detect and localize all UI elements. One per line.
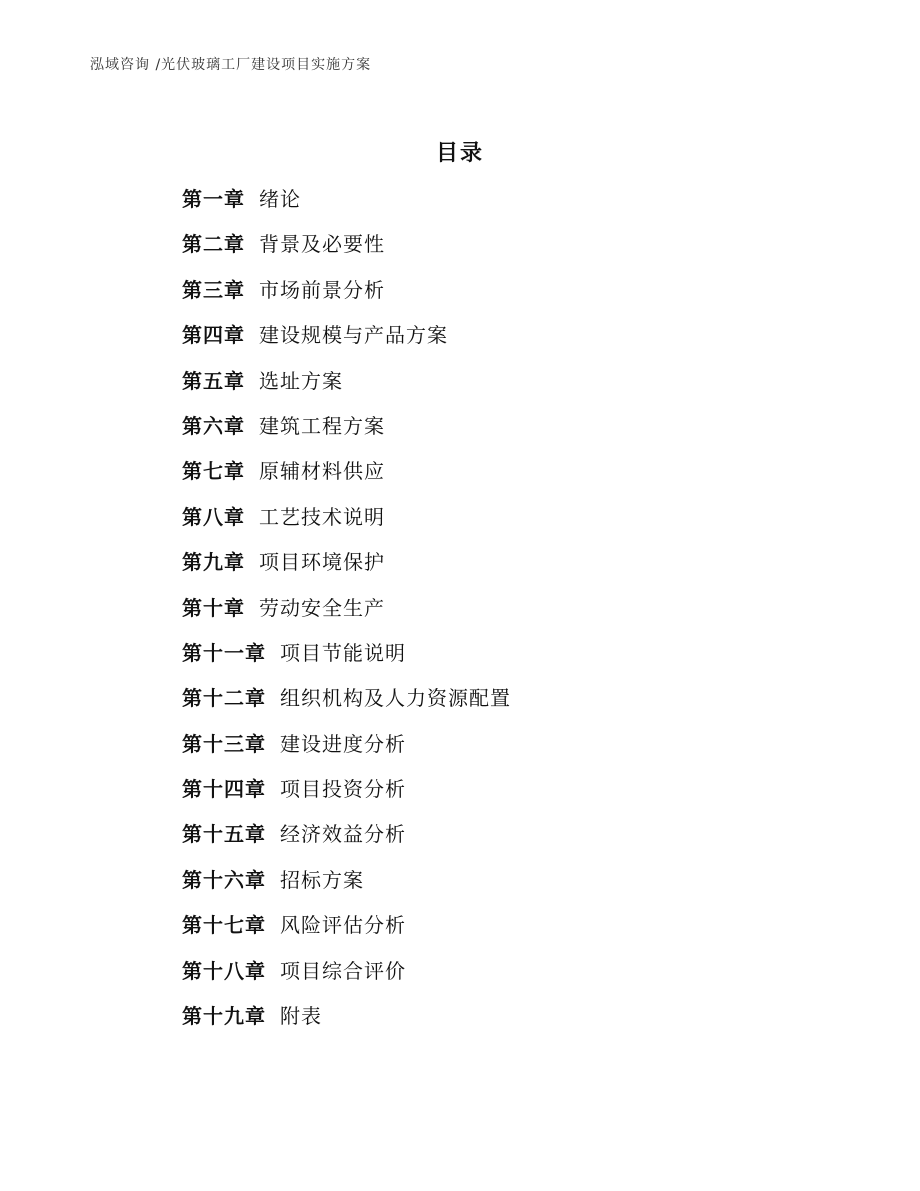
toc-chapter-number: 第八章 [182, 504, 245, 529]
toc-chapter-name: 招标方案 [280, 867, 364, 892]
toc-entry-11[interactable] [182, 638, 511, 683]
toc-chapter-number: 第四章 [182, 323, 245, 348]
toc-entry-8[interactable] [182, 502, 511, 547]
toc-chapter-number: 第十七章 [182, 913, 266, 938]
toc-chapter-name: 绪论 [259, 187, 301, 211]
toc-entry-15[interactable] [182, 819, 511, 864]
toc-chapter-number: 第十五章 [182, 822, 266, 847]
toc-chapter-name: 组织机构及人力资源配置 [280, 686, 511, 711]
toc-entry-3[interactable] [182, 275, 511, 320]
toc-chapter-name: 建设进度分析 [280, 731, 406, 756]
toc-chapter-number: 第七章 [182, 459, 245, 484]
toc-chapter-name: 市场前景分析 [259, 277, 385, 302]
toc-chapter-number: 第二章 [182, 232, 245, 257]
toc-entry-7[interactable] [182, 456, 511, 501]
toc-chapter-name: 建筑工程方案 [259, 413, 385, 438]
toc-chapter-number: 第十章 [182, 595, 245, 620]
toc-chapter-name: 建设规模与产品方案 [259, 323, 448, 348]
toc-chapter-number: 第十一章 [182, 640, 266, 665]
toc-chapter-name: 工艺技术说明 [259, 504, 385, 529]
toc-entry-19[interactable] [182, 1001, 511, 1046]
toc-entry-10[interactable] [182, 593, 511, 638]
toc-chapter-name: 附表 [280, 1004, 322, 1029]
toc-entry-16[interactable] [182, 865, 511, 910]
toc-entry-2[interactable] [182, 229, 511, 274]
page-title: 目录 [435, 141, 484, 166]
toc-chapter-name: 背景及必要性 [259, 232, 385, 257]
toc-chapter-name: 项目环境保护 [259, 550, 385, 575]
toc-chapter-name: 原辅材料供应 [259, 459, 385, 484]
toc-entry-17[interactable] [182, 910, 511, 955]
toc-chapter-number: 第十六章 [182, 867, 266, 892]
toc-chapter-number: 第三章 [182, 277, 245, 302]
toc-chapter-name: 经济效益分析 [280, 822, 406, 847]
toc-chapter-number: 第六章 [182, 413, 245, 438]
toc-chapter-name: 劳动安全生产 [259, 595, 385, 620]
toc-chapter-name: 项目综合评价 [280, 958, 406, 983]
toc-chapter-number: 第十八章 [182, 958, 266, 983]
toc-entry-5[interactable] [182, 366, 511, 411]
toc-entry-1[interactable] [182, 184, 511, 229]
toc-chapter-name: 风险评估分析 [280, 913, 406, 938]
toc-chapter-number: 第十三章 [182, 731, 266, 756]
toc-chapter-name: 项目节能说明 [280, 640, 406, 665]
toc-entry-13[interactable] [182, 729, 511, 774]
toc-chapter-number: 第十四章 [182, 777, 266, 802]
table-of-contents [182, 184, 511, 1046]
toc-chapter-number: 第十二章 [182, 686, 266, 711]
toc-chapter-number: 第一章 [182, 187, 245, 211]
toc-chapter-name: 项目投资分析 [280, 777, 406, 802]
toc-chapter-name: 选址方案 [259, 368, 343, 393]
toc-entry-12[interactable] [182, 683, 511, 728]
toc-entry-9[interactable] [182, 547, 511, 592]
toc-entry-14[interactable] [182, 774, 511, 819]
toc-entry-18[interactable] [182, 956, 511, 1001]
toc-entry-6[interactable] [182, 411, 511, 456]
page-header: 泓域咨询 /光伏玻璃工厂建设项目实施方案 [90, 57, 372, 73]
toc-entry-4[interactable] [182, 320, 511, 365]
toc-chapter-number: 第五章 [182, 368, 245, 393]
toc-chapter-number: 第十九章 [182, 1004, 266, 1029]
toc-chapter-number: 第九章 [182, 550, 245, 575]
